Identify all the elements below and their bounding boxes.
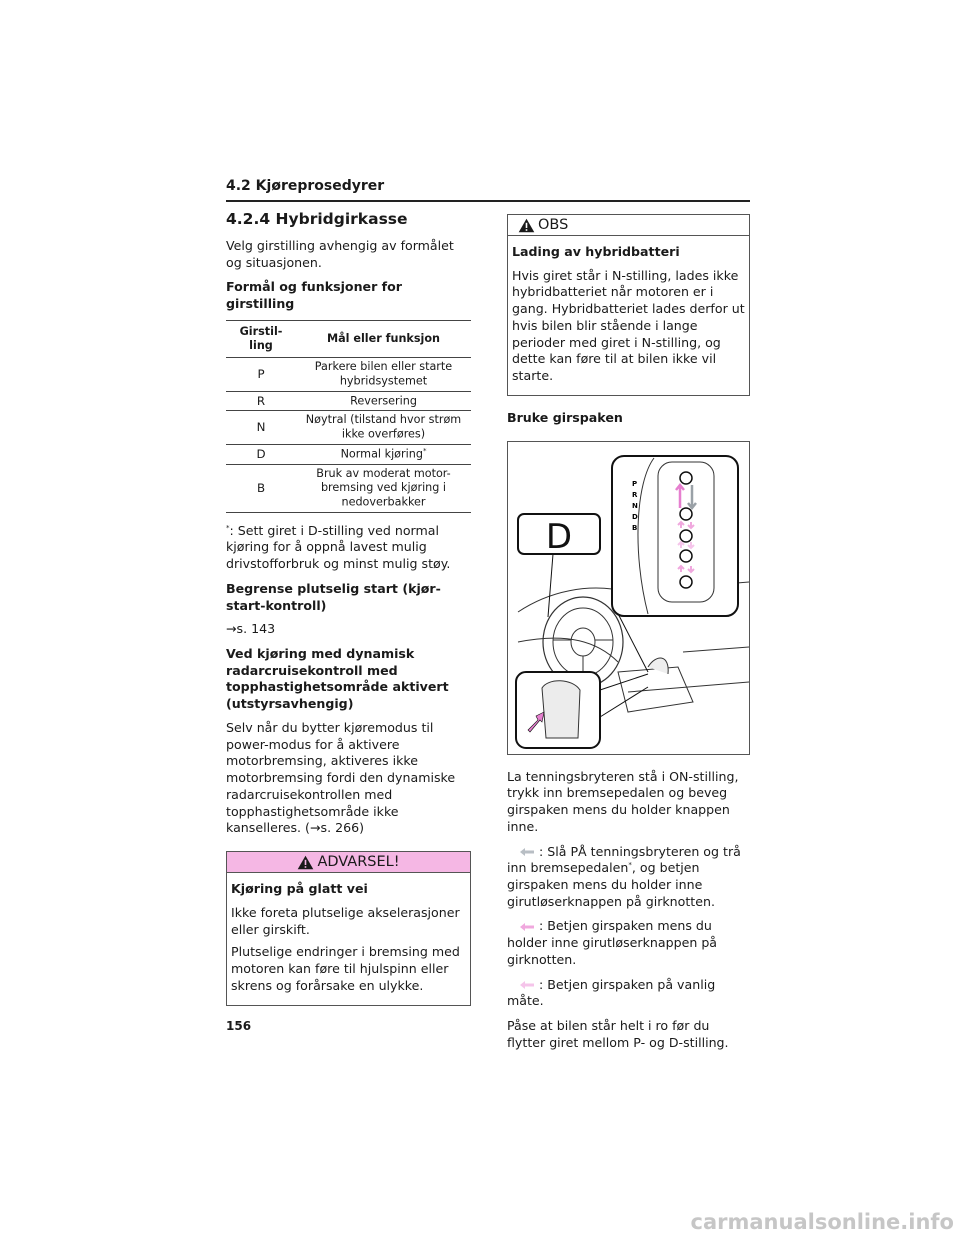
table-header-row bbox=[226, 320, 471, 357]
obs-title: OBS bbox=[538, 217, 569, 233]
gear-function-cell: Bruk av moderat motor-bremsing ved kjøring i nedoverbakker bbox=[296, 464, 471, 512]
warning-title: ADVARSEL! bbox=[317, 854, 400, 871]
gear-function-cell: Parkere bilen eller starte hybridsystemet bbox=[296, 357, 471, 391]
table-row bbox=[226, 445, 471, 465]
subheading-gear-lever: Bruke girspaken bbox=[507, 409, 623, 425]
warning-title-bar bbox=[227, 852, 470, 873]
gear-lever-illustration bbox=[507, 441, 750, 755]
legend-item: : Slå PÅ tenningsbryteren og trå inn bremsepedalen*, og betjen girspaken mens du holder inne girutløserknappen på girknotten. bbox=[507, 843, 741, 909]
gear-knob bbox=[542, 680, 580, 737]
gear-position-cell: N bbox=[226, 411, 296, 445]
obs-box bbox=[507, 214, 750, 396]
obs-title-bar bbox=[508, 215, 749, 236]
gate-position-b bbox=[680, 576, 692, 588]
arrow-left-pink-icon bbox=[519, 922, 535, 932]
gate-position-d bbox=[680, 550, 692, 562]
left-column bbox=[226, 206, 471, 1016]
table-row bbox=[226, 391, 471, 411]
gear-function-cell: Nøytral (tilstand hvor strøm ikke overføres) bbox=[296, 411, 471, 445]
instruction-text: La tenningsbryteren stå i ON-stilling, trykk inn bremsepedalen og beveg girspaken mens du holder knappen inne. bbox=[507, 768, 739, 834]
section-header: 4.2 Kjøreprosedyrer bbox=[226, 178, 750, 202]
obs-subtitle: Lading av hybridbatteri bbox=[512, 244, 680, 259]
gear-indicator-label: D bbox=[545, 516, 573, 557]
table-footnote: *: Sett giret i D-stilling ved normal kjøring for å oppnå lavest mulig drivstofforbruk og minst mulig støy. bbox=[226, 522, 451, 572]
caution-icon bbox=[518, 218, 535, 233]
gear-position-cell: R bbox=[226, 391, 296, 411]
gate-label: N bbox=[632, 501, 638, 510]
table-row bbox=[226, 464, 471, 512]
warning-subtitle: Kjøring på glatt vei bbox=[231, 881, 368, 897]
gate-position-p bbox=[680, 472, 692, 484]
table-row bbox=[226, 411, 471, 445]
subheading-start-control: Begrense plutselig start (kjør-start-kontroll) bbox=[226, 580, 441, 613]
gate-position-r bbox=[680, 508, 692, 520]
legend-item: : Betjen girspaken på vanlig måte. bbox=[507, 976, 716, 1009]
warning-text-1: Ikke foreta plutselige akselerasjoner eller girskift. bbox=[231, 904, 460, 937]
table-caption: Formål og funksjoner for girstilling bbox=[226, 279, 403, 312]
gate-label: D bbox=[632, 512, 638, 521]
obs-body bbox=[508, 236, 749, 395]
gate-position-n bbox=[680, 530, 692, 542]
table-row bbox=[226, 357, 471, 391]
closing-text: Påse at bilen står helt i ro før du flytter giret mellom P- og D-stilling. bbox=[507, 1018, 729, 1050]
gear-position-cell: D bbox=[226, 445, 296, 465]
radar-cruise-text: Selv når du bytter kjøremodus til power-modus for å aktivere motorbremsing, aktiveres ikke motorbremsing fordi den dynamiske radarcruisekontrollen med topphastighetsområde ikke kanselleres. (→s. 266) bbox=[226, 719, 456, 836]
page-title: 4.2.4 Hybridgirkasse bbox=[226, 210, 408, 228]
page-reference-link[interactable]: →s. 143 bbox=[226, 621, 276, 637]
gate-label: R bbox=[632, 490, 638, 499]
gear-function-cell: Normal kjøring* bbox=[296, 445, 471, 465]
obs-text: Hvis giret står i N-stilling, lades ikke hybridbatteriet når motoren er i gang. Hybridbatteriet lades derfor ut hvis bilen blir stående i lange perioder med giret i N-stilling, og dette kan føre til at bilen ikke vil starte. bbox=[512, 267, 745, 384]
legend-item: : Betjen girspaken mens du holder inne girutløserknappen på girknotten. bbox=[507, 918, 718, 967]
gear-position-cell: B bbox=[226, 464, 296, 512]
gear-function-cell: Reversering bbox=[296, 391, 471, 411]
page-number: 156 bbox=[226, 1019, 252, 1033]
arrow-left-gray-icon bbox=[519, 847, 535, 857]
gate-label: P bbox=[632, 479, 638, 488]
warning-box bbox=[226, 851, 471, 1005]
right-column bbox=[507, 214, 750, 1060]
intro-text: Velg girstilling avhengig av formålet og situasjonen. bbox=[226, 238, 454, 270]
gear-lever-drawing bbox=[508, 442, 749, 754]
gear-position-table bbox=[226, 320, 471, 513]
table-header-position: Girstil-ling bbox=[226, 320, 296, 357]
gate-label: B bbox=[632, 523, 638, 532]
arrow-left-pale-pink-icon bbox=[519, 980, 535, 990]
warning-body bbox=[227, 873, 470, 1004]
warning-icon bbox=[297, 855, 314, 870]
gear-gate-inset bbox=[612, 456, 738, 616]
warning-text-2: Plutselige endringer i bremsing med motoren kan føre til hjulspinn eller skrens og forårsake en ulykke. bbox=[231, 944, 460, 993]
table-header-function: Mål eller funksjon bbox=[296, 320, 471, 357]
subheading-radar-cruise: Ved kjøring med dynamisk radarcruisekontroll med topphastighetsområde aktivert (utstyrsavhengig) bbox=[226, 646, 449, 712]
gear-position-cell: P bbox=[226, 357, 296, 391]
watermark: carmanualsonline.info bbox=[690, 1210, 954, 1234]
